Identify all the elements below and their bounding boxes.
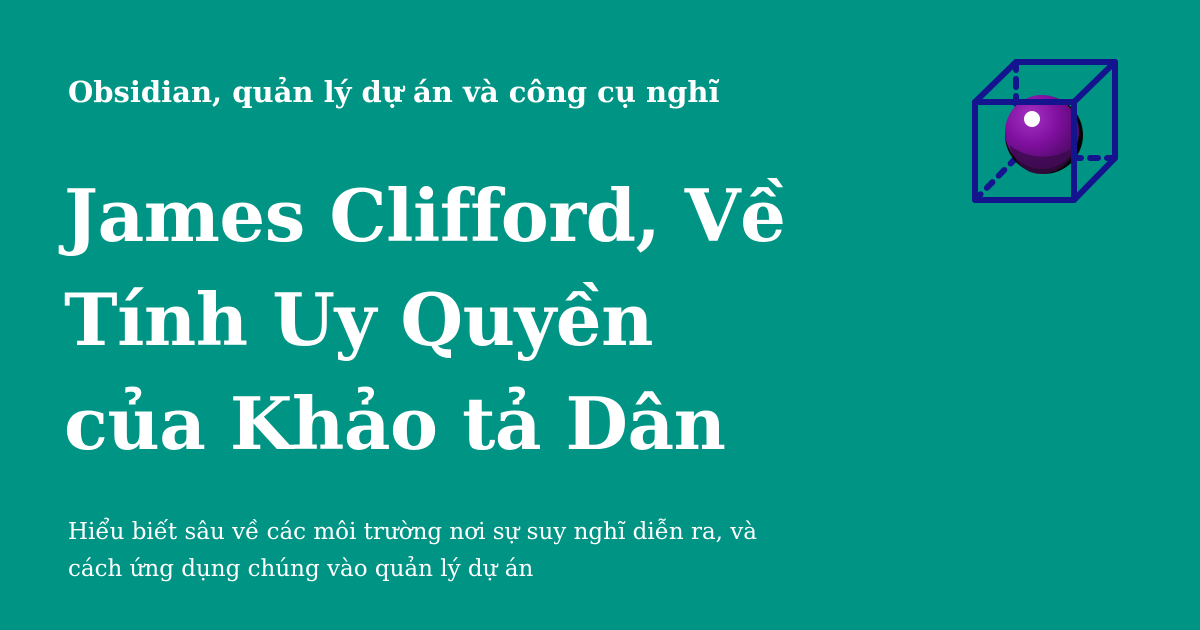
article-subtitle [68,514,928,588]
cube-sphere-icon [960,50,1130,220]
article-subtitle-line-1: Hiểu biết sâu về các môi trường nơi sự suy nghĩ diễn ra, và [68,519,758,545]
site-kicker: Obsidian, quản lý dự án và công cụ nghĩ [68,75,720,109]
article-title-line-2: Tính Uy Quyền [64,277,653,362]
article-subtitle-line-2: cách ứng dụng chúng vào quản lý dự án [68,556,534,582]
article-title [64,164,924,476]
article-title-line-1: James Clifford, Về [64,173,786,258]
article-title-line-3: của Khảo tả Dân [64,381,726,466]
